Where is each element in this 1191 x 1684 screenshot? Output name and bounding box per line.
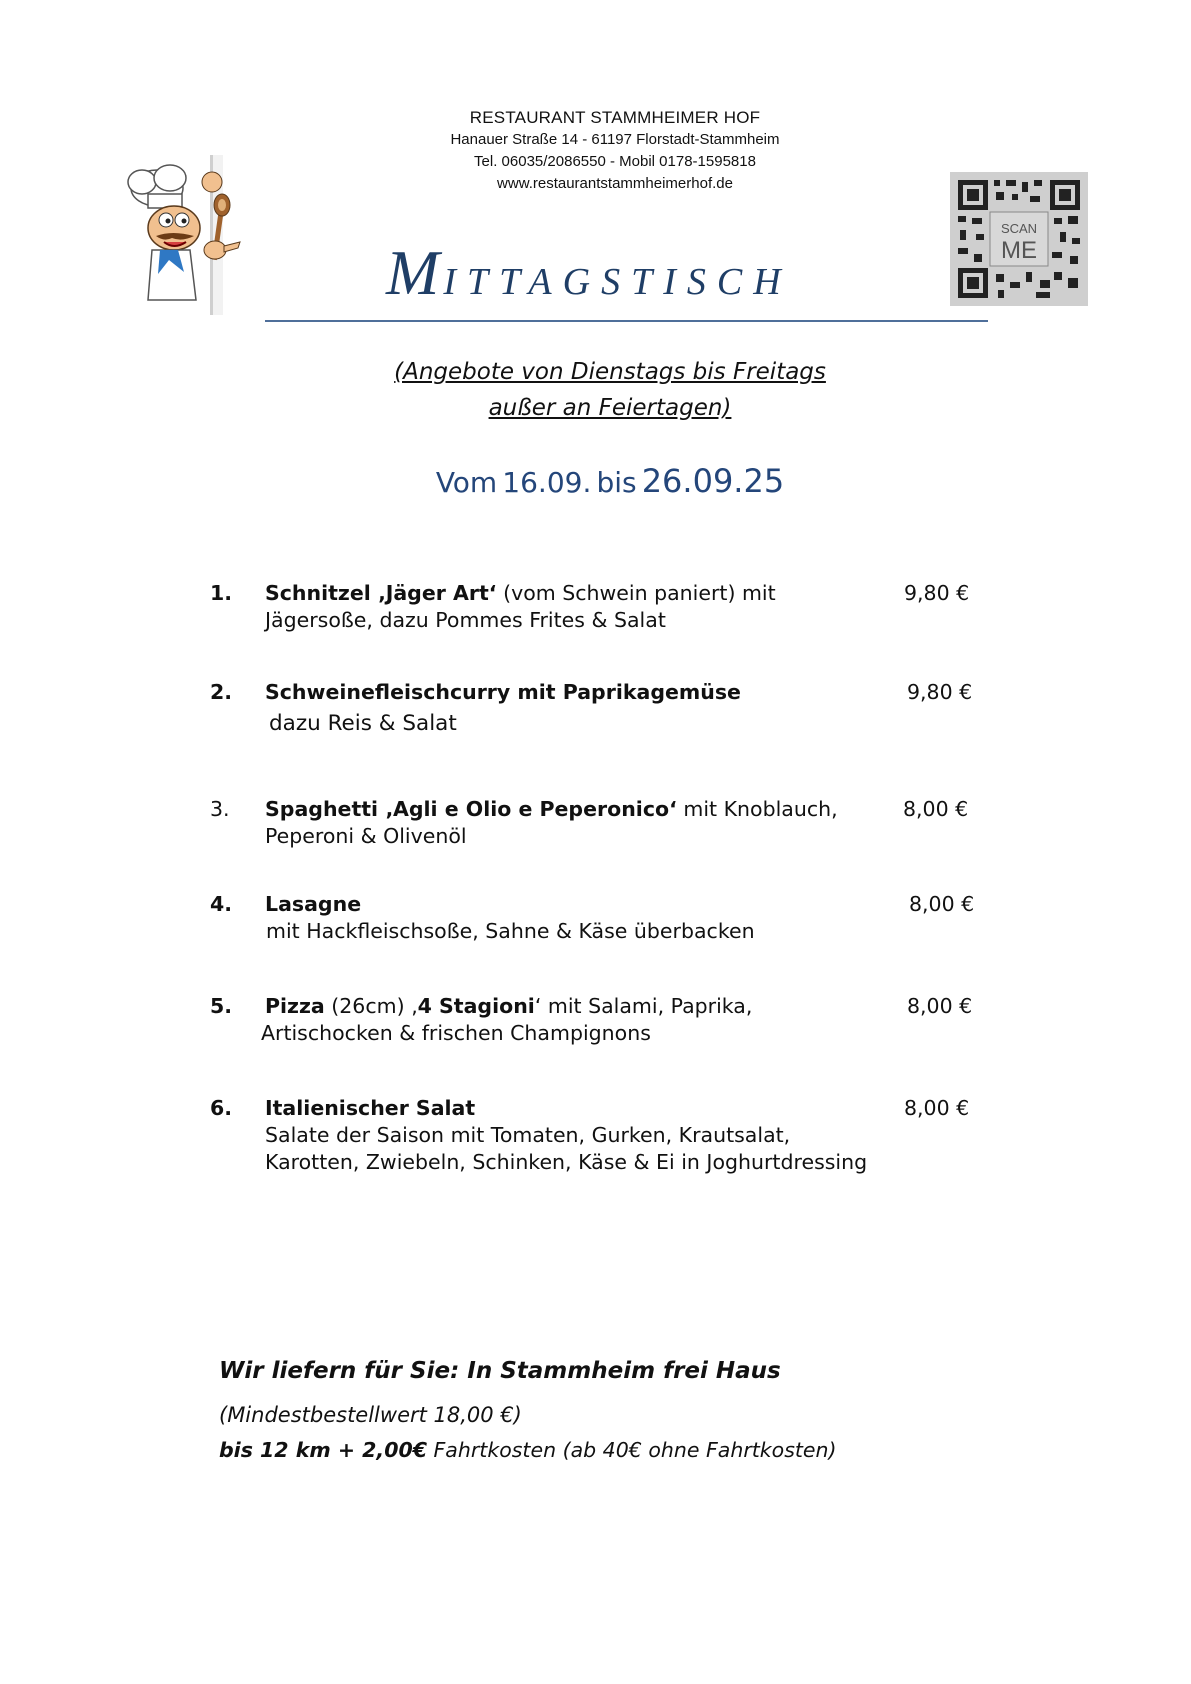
title-divider — [265, 320, 988, 322]
qr-me-label: ME — [1001, 237, 1037, 264]
menu-item-detail: mit Hackfleischsoße, Sahne & Käse überbacken — [266, 919, 755, 943]
menu-item-number: 3. — [210, 797, 230, 821]
menu-item-title: Schweinefleischcurry mit Paprikagemüse — [265, 680, 741, 704]
delivery-fee — [219, 1438, 837, 1462]
menu-item-title-line — [265, 892, 361, 916]
menu-item-detail: dazu Reis & Salat — [269, 711, 457, 736]
menu-item-title: Schnitzel ‚Jäger Art‘ — [265, 581, 497, 605]
restaurant-address: Hanauer Straße 14 - 61197 Florstadt-Stammheim — [450, 131, 780, 148]
menu-item-title-variant: 4 Stagioni — [417, 994, 535, 1018]
menu-item-number: 2. — [210, 680, 233, 704]
restaurant-website: www.restaurantstammheimerhof.de — [497, 175, 733, 192]
menu-item-title-line — [265, 994, 752, 1018]
date-range — [340, 462, 880, 500]
offer-note — [340, 354, 880, 426]
menu-item-detail: Artischocken & frischen Champignons — [261, 1021, 651, 1045]
menu-item-desc: mit Knoblauch, — [676, 797, 838, 821]
menu-item-number: 6. — [210, 1096, 233, 1120]
date-to: 26.09.25 — [641, 462, 785, 500]
menu-item-title: Spaghetti ‚Agli e Olio e Peperonico‘ — [265, 797, 677, 821]
date-bis: bis — [596, 466, 637, 499]
menu-item-title-line — [265, 1096, 475, 1120]
menu-item-detail: Peperoni & Olivenöl — [265, 824, 467, 848]
menu-item-title: Lasagne — [265, 892, 362, 916]
restaurant-phone: Tel. 06035/2086550 - Mobil 0178-1595818 — [474, 153, 756, 170]
menu-item-number: 4. — [210, 892, 233, 916]
menu-item-title-line — [265, 581, 776, 605]
restaurant-name: RESTAURANT STAMMHEIMER HOF — [469, 108, 761, 127]
menu-item-price: 8,00 € — [907, 994, 973, 1018]
delivery-fee-bold: bis 12 km + 2,00€ — [219, 1438, 427, 1462]
menu-item-desc-2: ‘ mit Salami, Paprika, — [534, 994, 753, 1018]
menu-item-price: 9,80 € — [907, 680, 973, 704]
menu-item-title: Italienischer Salat — [265, 1096, 476, 1120]
menu-item-price: 8,00 € — [909, 892, 975, 916]
delivery-fee-rest: Fahrtkosten (ab 40€ ohne Fahrtkosten) — [427, 1438, 837, 1462]
menu-item-price: 9,80 € — [904, 581, 970, 605]
date-from: 16.09. — [502, 466, 592, 499]
chef-mascot-icon — [112, 150, 262, 315]
menu-item-number: 1. — [210, 581, 233, 605]
restaurant-header — [380, 106, 850, 195]
menu-item-detail: Salate der Saison mit Tomaten, Gurken, Krautsalat, — [265, 1123, 791, 1147]
menu-item-price: 8,00 € — [903, 797, 969, 821]
menu-item-title-line — [265, 797, 838, 821]
qr-scan-label: SCAN — [1000, 221, 1038, 236]
delivery-headline: Wir liefern für Sie: In Stammheim frei Haus — [219, 1358, 781, 1384]
menu-item-desc: (26cm) ‚ — [324, 994, 418, 1018]
delivery-minimum: (Mindestbestellwert 18,00 €) — [219, 1403, 522, 1427]
menu-item-price: 8,00 € — [904, 1096, 970, 1120]
qr-code-icon[interactable] — [950, 172, 1088, 306]
title-initial: M — [386, 237, 444, 308]
menu-item-desc: (vom Schwein paniert) mit — [496, 581, 776, 605]
menu-item-number: 5. — [210, 994, 233, 1018]
menu-item-detail-2: Karotten, Zwiebeln, Schinken, Käse & Ei in Joghurtdressing — [265, 1150, 868, 1174]
menu-title — [386, 236, 792, 310]
offer-line-2: außer an Feiertagen) — [488, 395, 732, 421]
menu-item-title: Pizza — [265, 994, 325, 1018]
title-rest: ITTAGSTISCH — [443, 261, 792, 303]
date-vom: Vom — [435, 466, 498, 499]
offer-line-1: (Angebote von Dienstags bis Freitags — [394, 359, 826, 385]
menu-item-detail: Jägersoße, dazu Pommes Frites & Salat — [265, 608, 666, 632]
menu-item-title-line — [265, 680, 741, 704]
